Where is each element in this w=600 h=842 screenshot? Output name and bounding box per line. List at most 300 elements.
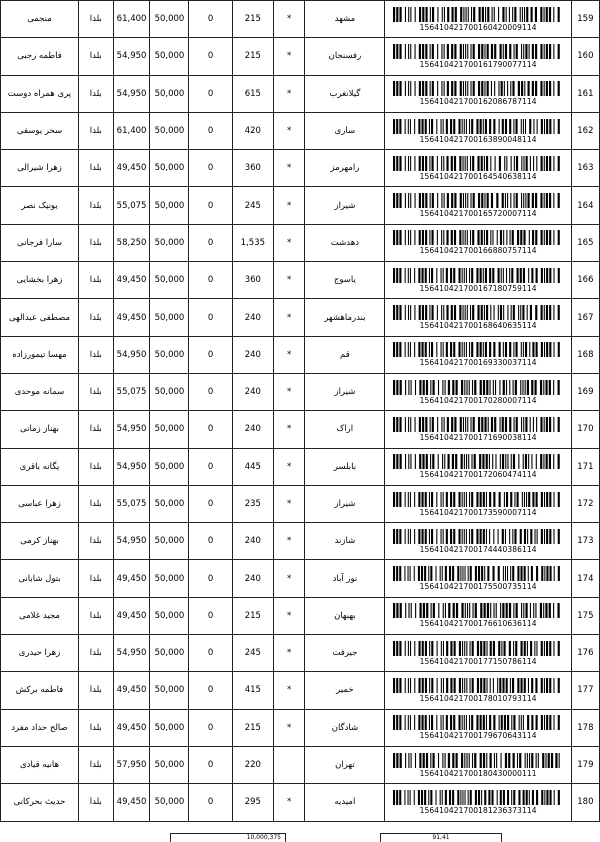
barcode-bar	[553, 380, 554, 395]
barcode-bar	[451, 44, 453, 59]
barcode-bar	[405, 230, 406, 245]
barcode-bar	[456, 380, 458, 395]
barcode-bar	[517, 492, 519, 507]
barcode-bar	[549, 715, 551, 730]
barcode-bar	[513, 790, 515, 805]
zero-value: 0	[189, 112, 232, 149]
tracking-barcode	[385, 336, 571, 373]
barcode-bar	[456, 753, 458, 768]
table-row	[1, 597, 600, 634]
barcode-bar	[494, 44, 496, 59]
barcode-bar	[454, 641, 456, 656]
barcode-bar	[453, 529, 455, 544]
barcode-bar	[506, 156, 507, 171]
barcode-bar	[467, 230, 468, 245]
destination-city: ساری	[305, 112, 385, 149]
barcode-bar	[532, 342, 534, 357]
table-row	[1, 709, 600, 746]
tracking-number: 156410421700163890048114	[419, 134, 537, 144]
barcode-bar	[429, 268, 430, 283]
total-amount: 49,450	[113, 560, 150, 597]
barcode-bar	[441, 342, 442, 357]
total-amount: 58,250	[113, 224, 150, 261]
barcode-bar	[544, 678, 545, 693]
barcode-bar	[446, 268, 448, 283]
barcode-bar	[418, 790, 420, 805]
barcode-bar	[422, 715, 424, 730]
barcode-bar	[405, 417, 406, 432]
row-number: 172	[571, 485, 599, 522]
barcode-bar	[463, 417, 464, 432]
total-amount: 54,950	[113, 411, 150, 448]
barcode-bar	[432, 305, 434, 320]
barcode-bar	[453, 492, 455, 507]
barcode-bar	[399, 715, 401, 730]
tracking-number: 156410421700178010793114	[419, 693, 537, 703]
barcode-bar	[544, 119, 545, 134]
barcode-bar	[466, 641, 467, 656]
barcode-bar	[507, 715, 509, 730]
barcode-bar	[463, 156, 464, 171]
barcode-bar	[437, 156, 438, 171]
barcode-bar	[484, 790, 486, 805]
barcode-bar	[400, 44, 402, 59]
barcode-bar	[429, 529, 430, 544]
barcode-bar	[481, 44, 483, 59]
barcode-bar	[405, 715, 406, 730]
barcode-bar	[531, 715, 533, 730]
barcode-bar	[441, 492, 442, 507]
barcode-bar	[541, 566, 543, 581]
barcode-bar	[528, 268, 529, 283]
barcode-bar	[544, 230, 545, 245]
barcode-bar	[553, 417, 554, 432]
barcode-bar	[541, 641, 543, 656]
total-amount: 61,400	[113, 112, 150, 149]
recipient-name: زهرا حیدری	[1, 635, 79, 672]
barcode-bar	[522, 305, 524, 320]
barcode-bar	[503, 566, 504, 581]
tracking-number: 156410421700176610636114	[419, 619, 537, 629]
barcode-bar	[490, 230, 491, 245]
barcode-bar	[436, 119, 437, 134]
barcode-bar	[437, 678, 438, 693]
barcode-bar	[516, 44, 518, 59]
barcode-bar	[553, 603, 554, 618]
barcode-bar	[441, 529, 442, 544]
barcode-bar	[469, 715, 470, 730]
barcode-bar	[441, 678, 442, 693]
barcode-bar	[429, 305, 430, 320]
barcode-bar	[523, 268, 525, 283]
recipient-name: مجید غلامی	[1, 597, 79, 634]
barcode-bar	[554, 119, 555, 134]
table-row	[1, 784, 600, 821]
barcode-bar	[410, 790, 411, 805]
service-type: بلدا	[78, 1, 113, 38]
barcode-bar	[463, 7, 464, 22]
barcode-bar	[450, 529, 452, 544]
barcode-bar	[473, 193, 475, 208]
barcode-bar	[549, 193, 551, 208]
barcode-bar	[529, 119, 531, 134]
barcode-bar	[535, 305, 537, 320]
barcode-bar	[428, 566, 429, 581]
row-number: 160	[571, 38, 599, 75]
weight-value: 235	[232, 485, 273, 522]
barcode-bar	[464, 715, 465, 730]
barcode-bar	[432, 81, 434, 96]
barcode-bar	[479, 454, 481, 469]
barcode-bar	[553, 454, 554, 469]
barcode-bar	[393, 193, 395, 208]
barcode-bar	[530, 156, 531, 171]
barcode-bar	[442, 44, 443, 59]
barcode-bar	[554, 268, 555, 283]
barcode-bar	[489, 119, 491, 134]
barcode-bar	[529, 790, 530, 805]
barcode-bar	[400, 753, 402, 768]
tracking-barcode	[385, 560, 571, 597]
barcode-bar	[487, 641, 488, 656]
total-amount: 49,450	[113, 299, 150, 336]
barcode-bar	[478, 193, 480, 208]
barcode-bar	[530, 305, 532, 320]
tracking-number: 156410421700168640635114	[419, 321, 537, 331]
barcode-bar	[468, 454, 469, 469]
barcode-bar	[546, 305, 548, 320]
barcode-bar	[483, 119, 484, 134]
barcode-bar	[410, 193, 411, 208]
tracking-number: 156410421700181236373114	[419, 805, 537, 815]
barcode-bar	[531, 380, 533, 395]
barcode-bar	[450, 268, 452, 283]
recipient-name: فاطمه برکش	[1, 672, 79, 709]
barcode-bar	[528, 193, 530, 208]
barcode-bar	[523, 342, 524, 357]
barcode-bar	[423, 603, 425, 618]
barcode-bar	[536, 417, 537, 432]
tracking-barcode	[385, 112, 571, 149]
barcode-bar	[462, 492, 463, 507]
barcode-bar	[534, 641, 535, 656]
barcode-bar	[549, 678, 551, 693]
barcode-bar	[396, 342, 398, 357]
barcode-bar	[485, 81, 486, 96]
barcode-bar	[518, 454, 519, 469]
barcode-bar	[493, 492, 495, 507]
table-row	[1, 262, 600, 299]
barcode-bar	[441, 230, 442, 245]
barcode-bar	[422, 119, 424, 134]
barcode-bar	[454, 678, 456, 693]
barcode-bar	[464, 342, 465, 357]
barcode-bar	[466, 715, 467, 730]
barcode-bar	[487, 7, 489, 22]
barcode-bar	[405, 641, 406, 656]
barcode-bar	[453, 119, 455, 134]
barcode-bar	[499, 715, 500, 730]
barcode-bar	[509, 641, 511, 656]
barcode-bar	[540, 603, 542, 618]
barcode-bar	[483, 342, 484, 357]
barcode-bar	[410, 715, 411, 730]
barcode-bar	[400, 7, 402, 22]
barcode-bar	[553, 305, 554, 320]
barcode-bar	[400, 156, 402, 171]
barcode-bar	[543, 380, 544, 395]
service-type: بلدا	[78, 299, 113, 336]
barcode-bar	[445, 380, 446, 395]
barcode-bar	[502, 603, 504, 618]
barcode-bar	[521, 641, 523, 656]
barcode-bar	[529, 342, 530, 357]
barcode-graphic	[393, 44, 563, 59]
barcode-bar	[415, 81, 416, 96]
barcode-bar	[504, 81, 505, 96]
barcode-bar	[426, 454, 428, 469]
barcode-bar	[470, 566, 472, 581]
barcode-bar	[478, 417, 480, 432]
barcode-graphic	[393, 7, 563, 22]
barcode-bar	[422, 641, 424, 656]
barcode-bar	[462, 715, 463, 730]
barcode-bar	[513, 305, 515, 320]
barcode-bar	[460, 417, 462, 432]
destination-city: شیراز	[305, 373, 385, 410]
zero-value: 0	[189, 709, 232, 746]
barcode-bar	[444, 44, 445, 59]
barcode-bar	[505, 529, 506, 544]
barcode-bar	[393, 156, 395, 171]
total-amount: 49,450	[113, 597, 150, 634]
barcode-bar	[486, 454, 488, 469]
barcode-bar	[431, 678, 433, 693]
barcode-bar	[486, 715, 487, 730]
barcode-bar	[463, 81, 464, 96]
barcode-bar	[418, 342, 420, 357]
barcode-bar	[450, 492, 452, 507]
weight-value: 295	[232, 784, 273, 821]
barcode-bar	[489, 715, 491, 730]
barcode-bar	[408, 342, 409, 357]
total-amount: 57,950	[113, 746, 150, 783]
tracking-number: 156410421700164540638114	[419, 171, 537, 181]
barcode-bar	[452, 380, 454, 395]
barcode-bar	[447, 81, 449, 96]
barcode-bar	[441, 268, 442, 283]
barcode-bar	[437, 44, 438, 59]
barcode-bar	[530, 641, 532, 656]
barcode-bar	[418, 492, 420, 507]
weight-value: 245	[232, 635, 273, 672]
barcode-bar	[466, 529, 467, 544]
barcode-graphic	[393, 454, 563, 469]
barcode-bar	[443, 529, 444, 544]
barcode-graphic	[393, 603, 563, 618]
barcode-bar	[465, 156, 466, 171]
barcode-bar	[515, 529, 517, 544]
barcode-bar	[452, 454, 454, 469]
destination-city: دهدشت	[305, 224, 385, 261]
barcode-bar	[546, 81, 548, 96]
tracking-number: 156410421700166880757114	[419, 246, 537, 256]
barcode-bar	[523, 715, 524, 730]
barcode-bar	[462, 603, 464, 618]
barcode-bar	[558, 156, 560, 171]
barcode-bar	[444, 454, 445, 469]
barcode-bar	[440, 790, 441, 805]
row-number: 164	[571, 187, 599, 224]
barcode-bar	[396, 230, 398, 245]
table-row	[1, 150, 600, 187]
barcode-bar	[445, 753, 446, 768]
barcode-bar	[419, 753, 421, 768]
zero-value: 0	[189, 597, 232, 634]
barcode-bar	[437, 81, 438, 96]
barcode-bar	[405, 603, 406, 618]
barcode-bar	[499, 380, 500, 395]
service-type: بلدا	[78, 411, 113, 448]
service-type: بلدا	[78, 448, 113, 485]
barcode-bar	[469, 268, 470, 283]
barcode-bar	[520, 7, 521, 22]
barcode-bar	[498, 529, 499, 544]
barcode-bar	[536, 790, 538, 805]
barcode-bar	[480, 715, 482, 730]
barcode-bar	[447, 305, 449, 320]
barcode-bar	[546, 230, 548, 245]
barcode-bar	[509, 603, 511, 618]
barcode-bar	[541, 193, 543, 208]
total-amount: 61,400	[113, 1, 150, 38]
destination-city: شیراز	[305, 187, 385, 224]
barcode-bar	[523, 119, 524, 134]
barcode-bar	[480, 119, 482, 134]
barcode-bar	[498, 641, 500, 656]
barcode-bar	[432, 417, 434, 432]
destination-city: امیدیه	[305, 784, 385, 821]
barcode-bar	[419, 7, 421, 22]
barcode-bar	[521, 566, 523, 581]
barcode-bar	[514, 7, 516, 22]
row-number: 166	[571, 262, 599, 299]
barcode-bar	[558, 230, 560, 245]
barcode-bar	[422, 7, 424, 22]
barcode-bar	[546, 454, 548, 469]
barcode-bar	[442, 790, 443, 805]
tracking-barcode	[385, 635, 571, 672]
barcode-bar	[554, 566, 555, 581]
barcode-bar	[477, 529, 479, 544]
service-type: بلدا	[78, 112, 113, 149]
barcode-bar	[460, 7, 462, 22]
barcode-bar	[549, 641, 551, 656]
barcode-bar	[396, 156, 398, 171]
barcode-bar	[437, 305, 438, 320]
barcode-bar	[422, 529, 424, 544]
barcode-bar	[502, 529, 504, 544]
total-amount: 54,950	[113, 448, 150, 485]
barcode-bar	[463, 305, 464, 320]
barcode-bar	[549, 454, 551, 469]
barcode-bar	[523, 417, 524, 432]
barcode-bar	[474, 454, 476, 469]
barcode-bar	[405, 790, 406, 805]
barcode-bar	[532, 81, 534, 96]
barcode-bar	[466, 7, 467, 22]
barcode-bar	[415, 380, 416, 395]
barcode-bar	[516, 417, 518, 432]
barcode-bar	[459, 678, 461, 693]
barcode-bar	[481, 193, 483, 208]
star-mark: *	[273, 112, 304, 149]
barcode-bar	[478, 790, 480, 805]
barcode-bar	[431, 342, 433, 357]
barcode-bar	[430, 753, 431, 768]
barcode-bar	[506, 380, 507, 395]
barcode-bar	[396, 380, 398, 395]
barcode-bar	[506, 492, 508, 507]
barcode-bar	[465, 417, 466, 432]
barcode-bar	[419, 156, 421, 171]
barcode-bar	[408, 715, 409, 730]
barcode-bar	[460, 44, 462, 59]
barcode-bar	[521, 156, 522, 171]
barcode-bar	[467, 156, 468, 171]
barcode-bar	[429, 641, 430, 656]
barcode-bar	[549, 417, 551, 432]
barcode-bar	[524, 566, 526, 581]
barcode-bar	[471, 417, 472, 432]
barcode-bar	[524, 678, 526, 693]
barcode-bar	[405, 678, 406, 693]
barcode-bar	[469, 380, 470, 395]
table-row	[1, 635, 600, 672]
row-number: 174	[571, 560, 599, 597]
barcode-bar	[438, 753, 439, 768]
barcode-bar	[549, 230, 551, 245]
barcode-bar	[408, 119, 409, 134]
barcode-bar	[500, 230, 502, 245]
barcode-bar	[393, 305, 395, 320]
barcode-bar	[422, 492, 424, 507]
barcode-bar	[527, 529, 528, 544]
barcode-bar	[396, 417, 398, 432]
barcode-bar	[445, 603, 446, 618]
barcode-bar	[526, 603, 528, 618]
barcode-bar	[422, 44, 424, 59]
table-row	[1, 746, 600, 783]
barcode-bar	[393, 753, 395, 768]
barcode-bar	[533, 156, 534, 171]
recipient-name: فاطمه رجبی	[1, 38, 79, 75]
barcode-bar	[396, 193, 398, 208]
service-type: بلدا	[78, 709, 113, 746]
barcode-bar	[441, 156, 442, 171]
barcode-bar	[410, 342, 411, 357]
barcode-bar	[447, 417, 449, 432]
barcode-bar	[558, 603, 560, 618]
barcode-bar	[471, 715, 473, 730]
barcode-bar	[459, 529, 461, 544]
barcode-bar	[554, 342, 555, 357]
barcode-bar	[531, 7, 533, 22]
barcode-bar	[528, 454, 529, 469]
barcode-bar	[433, 603, 435, 618]
barcode-bar	[457, 790, 459, 805]
weight-value: 240	[232, 523, 273, 560]
